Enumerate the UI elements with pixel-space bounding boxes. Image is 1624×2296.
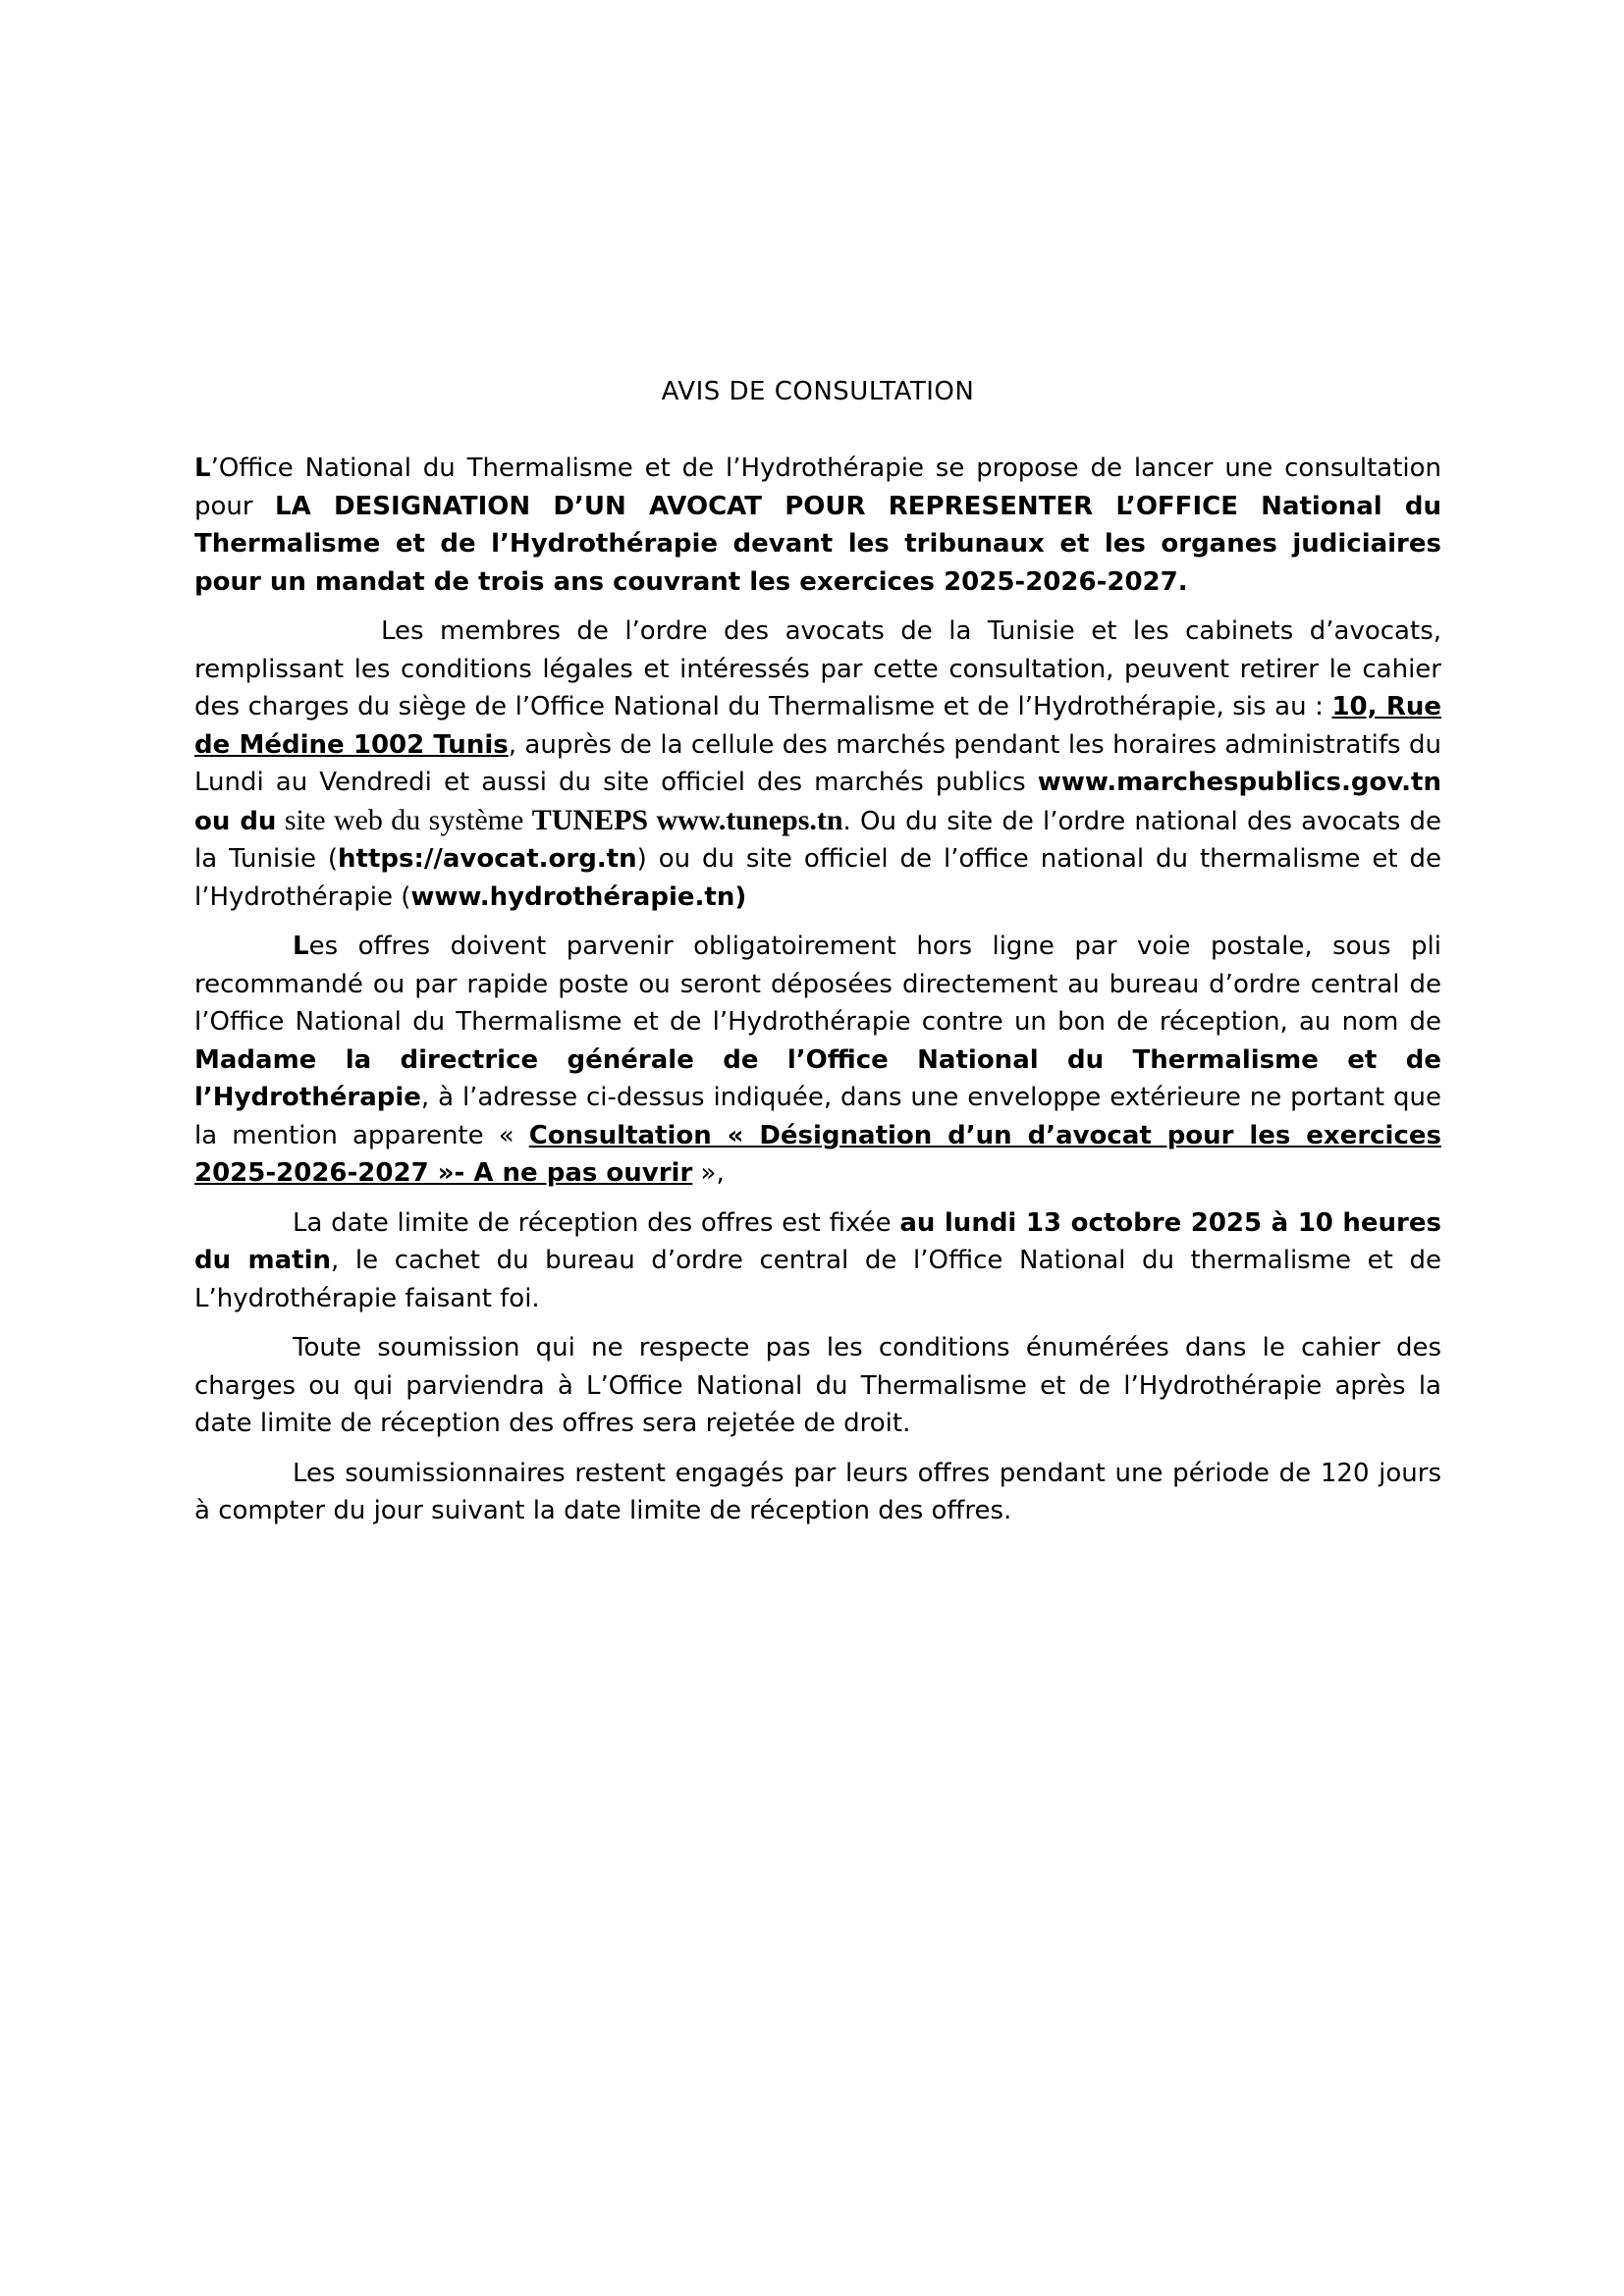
submission-text-1: es offres doivent parvenir obligatoirement hors ligne par voie postale, sous pli recommandé ou par rapide poste ou seront déposées directement au bureau d’ordre central de l’Office National du Thermalisme et de l’Hydrothérapie contre un bon de réception, au nom de <box>194 932 1441 1037</box>
document-title: AVIS DE CONSULTATION <box>661 377 975 406</box>
retrieval-text-5: ) ou du site officiel de l’office national du thermalisme et de l’Hydrothérapie ( <box>194 844 1441 912</box>
deadline-text-2: , le cachet du bureau d’ordre central de l’Office National du thermalisme et de L’hydrothérapie faisant foi. <box>194 1246 1441 1313</box>
paragraph-submission <box>194 928 1441 1193</box>
retrieval-text-3: site web du système <box>276 803 532 836</box>
submission-text-3: », <box>692 1158 725 1188</box>
marchespublics-link: www.marchespublics.gov.tn ou du <box>194 768 1441 836</box>
submission-text-2: , à l’adresse ci-dessus indiquée, dans une enveloppe extérieure ne portant que la mention apparente « <box>194 1083 1441 1150</box>
paragraph-intro <box>194 450 1441 601</box>
paragraph-retrieval <box>194 613 1441 916</box>
document-page <box>194 373 1441 1542</box>
tuneps-link: TUNEPS www.tuneps.tn <box>531 803 843 836</box>
retrieval-text-1: Les membres de l’ordre des avocats de la Tunisie et les cabinets d’avocats, remplissant les conditions légales et intéressés par cette consultation, peuvent retirer le cahier des charges du siège de l’Office National du Thermalisme et de l’Hydrothérapie, sis au : <box>194 616 1441 721</box>
intro-text: ’Office National du Thermalisme et de l’Hydrothérapie se propose de lancer une consultation pour <box>194 454 1441 521</box>
intro-object: LA DESIGNATION D’UN AVOCAT POUR REPRESENTER L’OFFICE National du Thermalisme et de l’Hydrothérapie devant les tribunaux et les organes judiciaires pour un mandat de trois ans couvrant les exercices 2025-2026-2027. <box>194 491 1442 597</box>
deadline-date: au lundi 13 octobre 2025 à 10 heures du matin <box>194 1207 1441 1275</box>
paragraph-rejection: Toute soumission qui ne respecte pas les conditions énumérées dans le cahier des charges ou qui parviendra à L’Office National du Thermalisme et de l’Hydrothérapie après la date limite de réception des offres sera rejetée de droit. <box>194 1333 1441 1438</box>
avocat-link: https://avocat.org.tn <box>338 844 637 874</box>
retrieval-text-4: . Ou du site de l’ordre national des avocats de la Tunisie ( <box>194 806 1442 874</box>
office-address: 10, Rue de Médine 1002 Tunis <box>194 692 1442 760</box>
addressee: Madame la directrice générale de l’Office National du Thermalisme et de l’Hydrothérapie <box>194 1044 1441 1112</box>
retrieval-text-2: , auprès de la cellule des marchés pendant les horaires administratifs du Lundi au Vendredi et aussi du site officiel des marchés publics <box>194 729 1441 797</box>
paragraph-deadline <box>194 1204 1441 1318</box>
intro-initial: L <box>194 454 211 483</box>
paragraph-validity: Les soumissionnaires restent engagés par leurs offres pendant une période de 120 jours à compter du jour suivant la date limite de réception des offres. <box>194 1458 1441 1525</box>
submission-initial: L <box>293 932 309 961</box>
hydrotherapie-link: www.hydrothérapie.tn) <box>410 881 747 912</box>
envelope-mention: Consultation « Désignation d’un d’avocat pour les exercices 2025-2026-2027 »- A ne pas ouvrir <box>194 1120 1441 1188</box>
deadline-text-1: La date limite de réception des offres est fixée <box>293 1207 900 1238</box>
